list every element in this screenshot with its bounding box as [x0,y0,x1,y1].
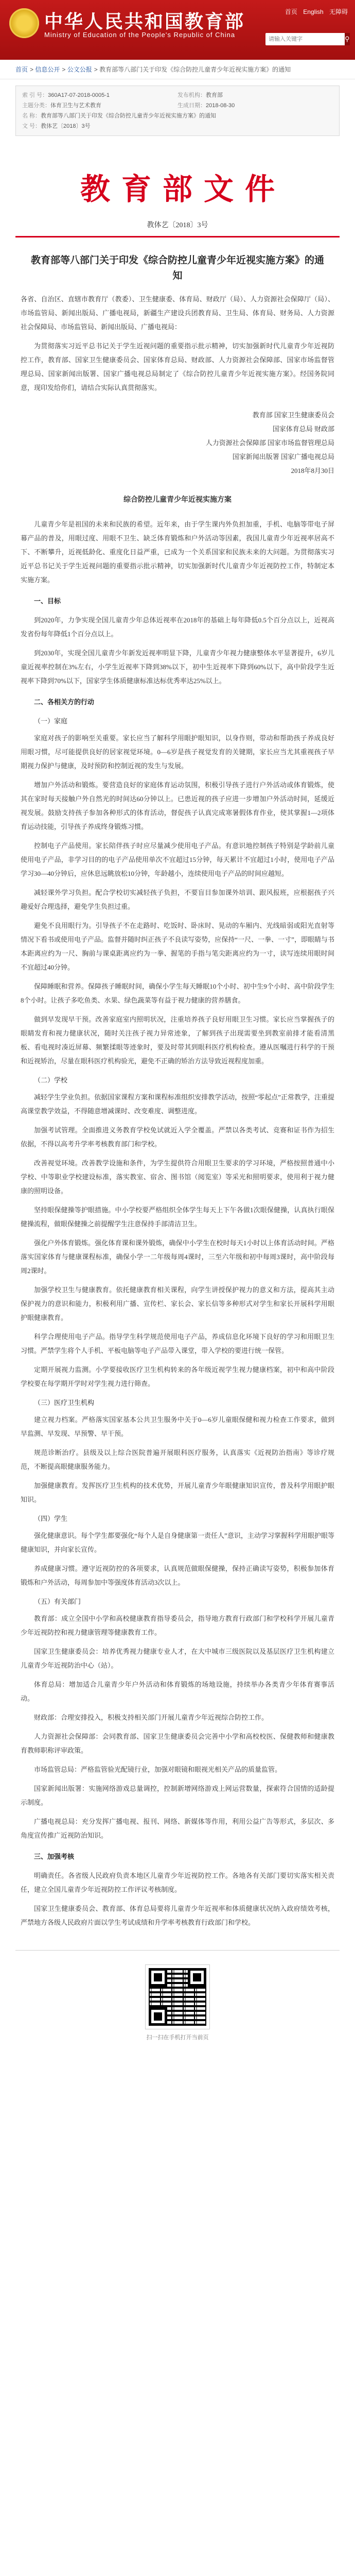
plan-intro: 儿童青少年是祖国的未来和民族的希望。近年来，由于学生课内外负担加重，手机、电脑等带电子屏幕产品的普及，用眼过度、用眼不卫生、缺乏体育锻炼和户外活动等因素，我国儿童青少年近视率居高不下、不断攀升，近视低龄化、重度化日益严重，已成为一个关系国家和民族未来的大问题。为贯彻落实习近平总书记关于学生近视问题的重要指示批示精神，切实加强新时代儿童青少年近视防控工作，特制定本实施方案。 [21,520,334,584]
section-paragraph: 改善视觉环境。改善教学设施和条件，为学生提供符合用眼卫生要求的学习环境，严格按照普通中小学校、中等职业学校建设标准，落实教室、宿舍、图书馆（阅览室）等采光和照明要求，使用利于视力健康的照明设备。 [21,1159,334,1195]
section-paragraph: 避免不良用眼行为。引导孩子不在走路时、吃饭时、卧床时、晃动的车厢内、光线暗弱或阳光直射等情况下看书或使用电子产品。监督并随时纠正孩子不良读写姿势，应保持“一尺、一拳、一寸”，即眼睛与书本距离应约为一尺、胸前与课桌距离应约为一拳、握笔的手指与笔尖距离应约为一寸，读写连续用眼时间不宜超过40分钟。 [21,922,334,971]
qr-finder-tl [149,1968,167,1987]
signatory: 人力资源社会保障部 国家市场监督管理总局 [205,439,334,447]
section-paragraph: 家庭对孩子的影响至关重要。家长应当了解科学用眼护眼知识，以身作则，带动和帮助孩子养成良好用眼习惯，尽可能提供良好的居家视觉环境。0—6岁是孩子视觉发育的关键期，家长应当尤其重视孩子早期视力保护与健康，及时预防和控制近视的发生与发展。 [21,734,334,770]
section-paragraph: 明确责任。各省级人民政府负责本地区儿童青少年近视防控工作。各地各有关部门要切实落实相关责任，建立全国儿童青少年近视防控工作评议考核制度。 [21,1872,334,1893]
breadcrumb: 首页 > 信息公开 > 公文公报 > 教育部等八部门关于印发《综合防控儿童青少年近视实施方案》的通知 [0,60,355,79]
section-paragraph: 保障睡眠和营养。保障孩子睡眠时间，确保小学生每天睡眠10个小时、初中生9个小时、高中阶段学生8个小时。让孩子多吃鱼类、水果、绿色蔬菜等有益于视力健康的营养膳食。 [21,982,334,1004]
article-title: 教育部等八部门关于印发《综合防控儿童青少年近视实施方案》的通知 [31,255,325,281]
plan-title: 综合防控儿童青少年近视实施方案 [123,496,232,504]
section-paragraph: 规范诊断治疗。县级及以上综合医院普遍开展眼科医疗服务，认真落实《近视防治指南》等诊疗规范，不断提高眼健康服务能力。 [21,1449,334,1470]
search-icon[interactable]: ⚲ [345,33,350,45]
section-paragraph: 加强考试管理。全面推进义务教育学校免试就近入学全覆盖。严禁以各类考试、竞赛和证书作为招生依据，不得以高考升学率考核教育部门和学校。 [21,1126,334,1148]
national-emblem-icon [9,8,39,38]
section-paragraph: 市场监管总局：严格监管验光配镜行业，加强对眼镜和眼视光相关产品的质量监管。 [34,1766,282,1773]
plan-sections [21,594,334,1929]
qr-finder-bl [149,2007,167,2026]
signatory: 教育部 国家卫生健康委员会 [252,411,334,419]
salutation: 各省、自治区、直辖市教育厅（教委）、卫生健康委、体育局、财政厅（局）、人力资源社会保障厅（局）、市场监管局、新闻出版局、广播电视局，新疆生产建设兵团教育局、卫生局、体育局、财务局、人力资源社会保障局、市场监管局、新闻出版局、广播电视局： [21,295,334,331]
signatory: 国家新闻出版署 国家广播电视总局 [232,453,334,461]
section-paragraph: 国家卫生健康委员会、教育部、体育总局要将儿童青少年近视率和体质健康状况纳入政府绩效考核，严禁地方各级人民政府片面以学生考试成绩和升学率考核教育行政部门和学校。 [21,1905,334,1926]
top-link-home[interactable]: 首页 [285,8,297,15]
meta-org-label: 发布机构： [177,92,206,98]
meta-date-label: 生成日期： [177,103,206,109]
meta-index-label: 索 引 号： [22,92,48,98]
section-paragraph: 教育部：成立全国中小学和高校健康教育指导委员会，指导地方教育行政部门和学校科学开展儿童青少年近视防控和视力健康管理等健康教育工作。 [21,1615,334,1636]
breadcrumb-bulletins[interactable]: 公文公报 [67,66,92,73]
subsection-heading: （四）学生 [34,1515,68,1522]
top-link-accessibility[interactable]: 无障碍 [329,8,348,15]
meta-title-value: 教育部等八部门关于印发《综合防控儿童青少年近视实施方案》的通知 [41,113,217,119]
breadcrumb-info[interactable]: 信息公开 [35,66,60,73]
meta-title-label: 名 称： [22,113,41,119]
red-divider [15,236,340,238]
section-paragraph: 坚持眼保健操等护眼措施。中小学校要严格组织全体学生每天上下午各做1次眼保健操，认真执行眼保健操流程，做眼保健操之前提醒学生注意保持手部清洁卫生。 [21,1206,334,1228]
breadcrumb-current: 教育部等八部门关于印发《综合防控儿童青少年近视实施方案》的通知 [99,66,291,73]
section-paragraph: 广播电视总局：充分发挥广播电视、报刊、网络、新媒体等作用，利用公益广告等形式，多层次、多角度宣传推广近视防治知识。 [21,1818,334,1839]
section-paragraph: 国家新闻出版署：实施网络游戏总量调控，控制新增网络游戏上网运营数量，探索符合国情的适龄提示制度。 [21,1785,334,1806]
section-paragraph: 科学合理使用电子产品。指导学生科学规范使用电子产品，养成信息化环境下良好的学习和用眼卫生习惯。严禁学生将个人手机、平板电脑等电子产品带入课堂，带入学校的要进行统一保管。 [21,1333,334,1354]
section-paragraph: 增加户外活动和锻炼。要营造良好的家庭体育运动氛围，积极引导孩子进行户外活动或体育锻炼，使其在家时每天接触户外自然光的时间达60分钟以上。已患近视的孩子应进一步增加户外活动时间，延缓近视发展。鼓励支持孩子参加各种形式的体育活动，督促孩子认真完成寒暑假体育作业，使其掌握1—2项体育运动技能，引导孩子养成终身锻炼习惯。 [21,781,334,831]
meta-date-value: 2018-08-30 [206,103,235,109]
section-paragraph: 定期开展视力监测。小学要接收医疗卫生机构转来的各年级近视学生视力健康档案，初中和高中阶段学校要在每学期开学时对学生视力进行筛查。 [21,1366,334,1387]
qr-caption: 扫一扫在手机打开当前页 [146,2035,209,2041]
meta-docno-label: 文 号： [22,123,41,129]
meta-docno-value: 教体艺〔2018〕3号 [41,123,91,129]
document-meta [15,86,340,136]
top-links [281,7,348,16]
section-paragraph: 人力资源社会保障部：会同教育部、国家卫生健康委员会完善中小学和高校校医、保健教师和健康教育教师职称评审政策。 [21,1733,334,1754]
subsection-heading: （三）医疗卫生机构 [34,1399,95,1406]
footer-divider [15,1950,340,1951]
subsection-heading: （一）家庭 [34,717,68,725]
section-paragraph: 减轻学生学业负担。依据国家课程方案和课程标准组织安排教学活动，按照“零起点”正常教学，注重提高课堂教学效益，不得随意增减课时、改变难度、调整进度。 [21,1093,334,1115]
section-paragraph: 做到早发现早干预。改善家庭室内照明状况，注重培养孩子良好用眼卫生习惯。家长应当掌握孩子的眼睛发育和视力健康状况，随时关注孩子视力异常迹象，了解到孩子出现需要坐到教室前排才能看清黑板、看电视时凑近屏幕、频繁揉眼等迹象时，要及时带其到眼科医疗机构检查。遵从医嘱进行科学的干预和近视矫治，尽量在眼科医疗机构验光，避免不正确的矫治方法导致近视程度加重。 [21,1015,334,1065]
search-box [265,33,348,45]
subsection-heading: （二）学校 [34,1076,68,1084]
intro-paragraph: 为贯彻落实习近平总书记关于学生近视问题的重要指示批示精神，切实加强新时代儿童青少年近视防控工作，教育部、国家卫生健康委员会、国家体育总局、财政部、人力资源社会保障部、国家市场监督管理总局、国家新闻出版署、国家广播电视总局制定了《综合防控儿童青少年近视实施方案》。经国务院同意，现印发给你们，请结合实际认真贯彻落实。 [21,342,334,392]
section-paragraph: 建立视力档案。严格落实国家基本公共卫生服务中关于0—6岁儿童眼保健和视力检查工作要求，做到早监测、早发现、早预警、早干预。 [21,1416,334,1437]
qr-finder-tr [188,1968,206,1987]
section-paragraph: 到2020年，力争实现全国儿童青少年总体近视率在2018年的基础上每年降低0.5个百分点以上，近视高发省份每年降低1个百分点以上。 [21,616,334,638]
site-subtitle-en: Ministry of Education of the People's Republic of China [44,31,236,39]
section-paragraph: 控制电子产品使用。家长陪伴孩子时应尽量减少使用电子产品。有意识地控制孩子特别是学龄前儿童使用电子产品，非学习目的的电子产品使用单次不宜超过15分钟，每天累计不宜超过1小时，使用电子产品学习30—40分钟后，应休息远眺放松10分钟，年龄越小，连续使用电子产品的时间应越短。 [21,842,334,877]
section-paragraph: 强化户外体育锻炼。强化体育课和课外锻炼，确保中小学生在校时每天1小时以上体育活动时间。严格落实国家体育与健康课程标准，确保小学一二年级每周4课时，三至六年级和初中每周3课时，高中阶段每周2课时。 [21,1239,334,1275]
sign-date: 2018年8月30日 [291,467,334,474]
section-paragraph: 养成健康习惯。遵守近视防控的各项要求，认真规范做眼保健操，保持正确读写姿势，积极参加体育锻炼和户外活动，每周参加中等强度体育活动3次以上。 [21,1565,334,1586]
doc-number: 教体艺〔2018〕3号 [147,222,208,229]
breadcrumb-home[interactable]: 首页 [15,66,28,73]
search-input[interactable] [265,36,345,42]
section-paragraph: 加强健康教育。发挥医疗卫生机构的技术优势，开展儿童青少年眼健康知识宣传，普及科学用眼护眼知识。 [21,1482,334,1503]
meta-category-value: 体育卫生与艺术教育 [50,103,101,109]
site-title[interactable]: 中华人民共和国教育部 [44,11,245,32]
meta-org-value: 教育部 [206,92,223,98]
site-header [0,0,355,60]
section-paragraph: 财政部：合理安排投入，积极支持相关部门开展儿童青少年近视综合防控工作。 [34,1714,269,1721]
meta-index-value: 360A17-07-2018-0005-1 [48,92,110,98]
section-paragraph: 国家卫生健康委员会：培养优秀视力健康专业人才，在大中城市三级医院以及基层医疗卫生机构建立儿童青少年近视防治中心（站）。 [21,1648,334,1669]
section-paragraph: 体育总局：增加适合儿童青少年户外活动和体育锻炼的场地设施，持续举办各类青少年体育赛事活动。 [21,1681,334,1702]
doc-red-title: 教育部文件 [80,173,286,206]
section-heading: 三、加强考核 [34,1853,75,1860]
section-paragraph: 加强学校卫生与健康教育。依托健康教育相关课程，向学生讲授保护视力的意义和方法，提高其主动保护视力的意识和能力，积极利用广播、宣传栏、家长会、家长信等多种形式对学生和家长开展科学用眼护眼健康教育。 [21,1286,334,1321]
qr-code[interactable] [146,1965,209,2029]
section-heading: 一、目标 [34,597,61,605]
signatory: 国家体育总局 财政部 [272,425,334,433]
section-paragraph: 减轻课外学习负担。配合学校切实减轻孩子负担，不要盲目参加课外培训、跟风报班，应根据孩子兴趣爱好合理选择，避免学生负担过重。 [21,889,334,910]
section-paragraph: 强化健康意识。每个学生都要强化“每个人是自身健康第一责任人”意识，主动学习掌握科学用眼护眼等健康知识，并向家长宣传。 [21,1532,334,1553]
section-paragraph: 到2030年，实现全国儿童青少年新发近视率明显下降，儿童青少年视力健康整体水平显著提升，6岁儿童近视率控制在3%左右，小学生近视率下降到38%以下，初中生近视率下降到60%以下，高中阶段学生近视率下降到70%以下，国家学生体质健康标准达标优秀率达25%以上。 [21,649,334,685]
meta-category-label: 主题分类： [22,103,50,109]
section-heading: 二、各相关方的行动 [34,698,95,706]
article-body [0,284,355,1929]
top-link-english[interactable]: English [303,8,324,15]
subsection-heading: （五）有关部门 [34,1598,81,1605]
